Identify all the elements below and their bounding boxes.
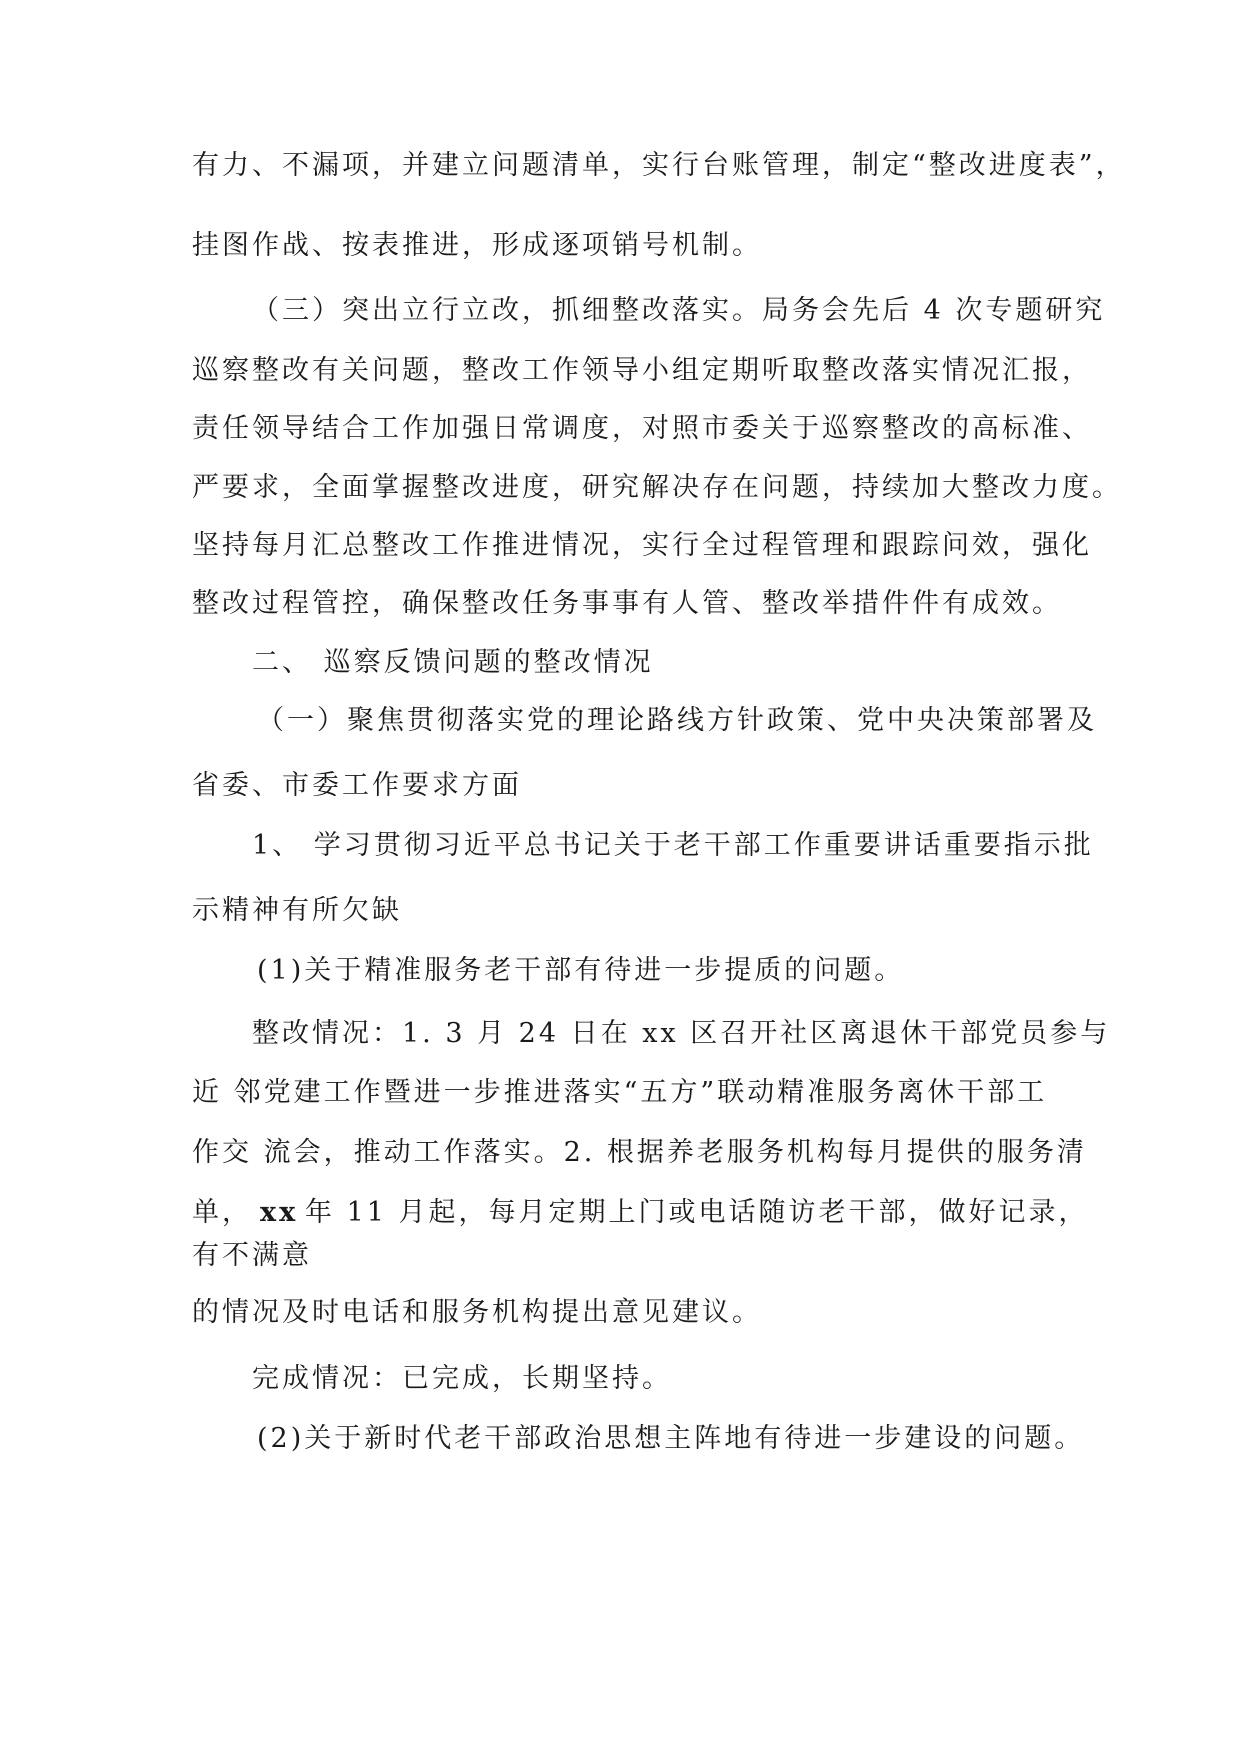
paragraph-line: 整改过程管控，确保整改任务事事有人管、整改举措件件有成效。 — [192, 588, 1062, 619]
paragraph-line: 的情况及时电话和服务机构提出意见建议。 — [192, 1297, 762, 1328]
paragraph-line: 有不满意 — [192, 1240, 312, 1271]
paragraph-line: 有力、不漏项，并建立问题清单，实行台账管理，制定“整改进度表”， — [192, 150, 1126, 181]
subsection-heading-1: （一）聚焦贯彻落实党的理论路线方针政策、党中央决策部署及 — [257, 705, 1097, 736]
paragraph-line: 单， — [192, 1197, 252, 1228]
paragraph-line: 严要求，全面掌握整改进度，研究解决存在问题，持续加大整改力度。 — [192, 472, 1122, 503]
paragraph-line: 整改情况：1. 3 月 24 日在 xx 区召开社区离退休干部党员参与 — [252, 1018, 1111, 1049]
item-heading-1: 1、 学习贯彻习近平总书记关于老干部工作重要讲话重要指示批 — [252, 830, 1094, 861]
completion-status: 完成情况：已完成，长期坚持。 — [252, 1363, 672, 1394]
section-heading-2: 二、 巡察反馈问题的整改情况 — [252, 647, 654, 678]
paragraph-line: 巡察整改有关问题，整改工作领导小组定期听取整改落实情况汇报， — [192, 355, 1092, 386]
paragraph-line: 近 邻党建工作暨进一步推进落实“五方”联动精准服务离休干部工 — [192, 1077, 1048, 1108]
paragraph-line: 作交 流会，推动工作落实。2. 根据养老服务机构每月提供的服务清 — [192, 1137, 1087, 1168]
problem-title-2: (2)关于新时代老干部政治思想主阵地有待进一步建设的问题。 — [257, 1423, 1085, 1454]
paragraph-line: 省委、市委工作要求方面 — [192, 770, 522, 801]
paragraph-line: 坚持每月汇总整改工作推进情况，实行全过程管理和跟踪问效，强化 — [192, 530, 1092, 561]
paragraph-line: 挂图作战、按表推进，形成逐项销号机制。 — [192, 230, 762, 261]
paragraph-line: 示精神有所欠缺 — [192, 895, 402, 926]
section-heading-3: （三）突出立行立改，抓细整改落实。局务会先后 4 次专题研究 — [252, 295, 1106, 326]
paragraph-line: 责任领导结合工作加强日常调度，对照市委关于巡察整改的高标准、 — [192, 413, 1092, 444]
placeholder-xx-bold: xx — [260, 1197, 299, 1228]
problem-title-1: (1)关于精准服务老干部有待进一步提质的问题。 — [257, 955, 905, 986]
paragraph-line: 年 11 月起，每月定期上门或电话随访老干部，做好记录， — [305, 1197, 1089, 1228]
